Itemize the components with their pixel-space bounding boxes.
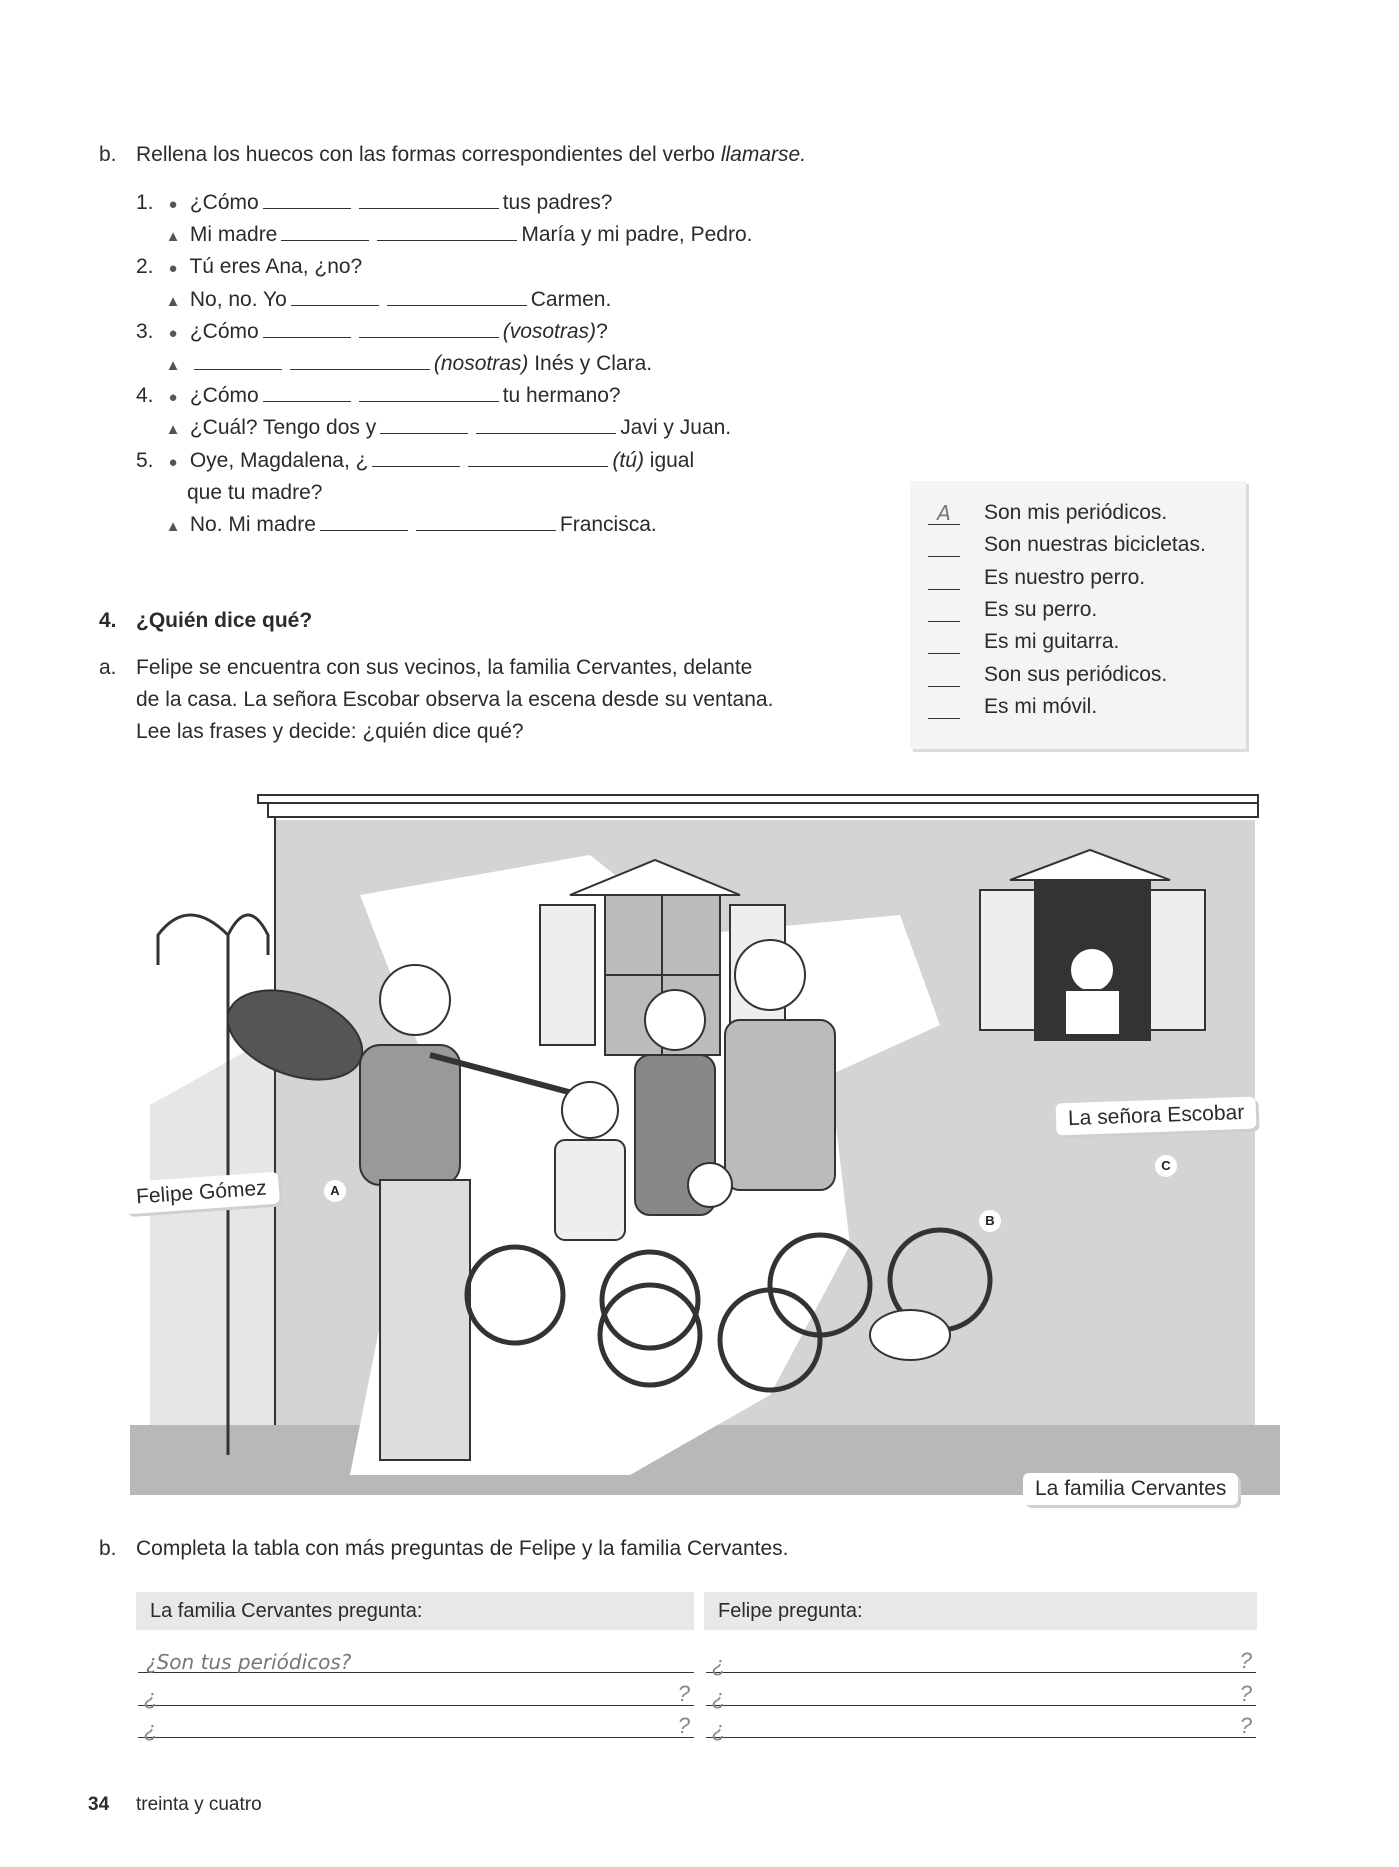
answer-blank[interactable] xyxy=(928,567,960,590)
sentence-text: Es nuestro perro. xyxy=(984,565,1146,589)
instruction-verb: llamarse. xyxy=(720,143,807,166)
close-question-mark: ? xyxy=(677,1681,690,1706)
page-number: 34 xyxy=(88,1794,110,1815)
open-question-mark: ¿ xyxy=(144,1685,158,1710)
label-felipe-gomez: Felipe Gómez xyxy=(123,1172,280,1215)
exercise-4a-letter: a. xyxy=(99,656,117,679)
answer-blank[interactable]: A xyxy=(928,502,960,525)
sentence-text: Es mi móvil. xyxy=(984,694,1098,718)
table-header-familia: La familia Cervantes pregunta: xyxy=(136,1592,694,1630)
question-text: ¿Cómo xyxy=(189,191,259,214)
tag-a: A xyxy=(324,1180,346,1202)
blank-short[interactable] xyxy=(372,465,460,467)
blank-long[interactable] xyxy=(377,239,517,241)
sentence-item xyxy=(928,663,1167,687)
bullet-triangle-icon: ▲ xyxy=(165,357,181,374)
answer-writing-line[interactable] xyxy=(706,1713,1256,1742)
exercise-b-instruction xyxy=(99,143,807,167)
illustration xyxy=(130,775,1280,1525)
blank-short[interactable] xyxy=(263,207,351,209)
question-line xyxy=(136,384,621,408)
tag-b: B xyxy=(979,1210,1001,1232)
exercise-4a-line-1: Felipe se encuentra con sus vecinos, la familia Cervantes, delante xyxy=(136,656,753,679)
answer-end: María y mi padre, Pedro. xyxy=(521,223,753,247)
sentence-text: Son sus periódicos. xyxy=(984,662,1168,686)
answer-blank[interactable] xyxy=(928,696,960,719)
item-number: 5. xyxy=(136,448,154,472)
question-end: tu hermano? xyxy=(502,384,621,408)
tag-c: C xyxy=(1155,1155,1177,1177)
sentence-item xyxy=(928,630,1119,654)
answer-end: Francisca. xyxy=(559,513,657,536)
item-number: 1. xyxy=(136,191,154,214)
label-familia-cervantes: La familia Cervantes xyxy=(1023,1473,1238,1505)
answer-line xyxy=(136,223,752,247)
close-question-mark: ? xyxy=(677,1713,690,1738)
street-scene-illustration xyxy=(130,775,1280,1525)
blank-long[interactable] xyxy=(290,368,430,370)
label-senora-escobar: La señora Escobar xyxy=(1056,1097,1257,1136)
open-question-mark: ¿ xyxy=(712,1717,726,1742)
question-line xyxy=(136,191,612,215)
answer-blank[interactable] xyxy=(928,664,960,687)
exercise-letter: b. xyxy=(99,143,117,166)
handwritten-example: ¿Son tus periódicos? xyxy=(146,1650,352,1674)
sentence-text: Son mis periódicos. xyxy=(984,501,1168,524)
blank-long[interactable] xyxy=(468,465,608,467)
question-line xyxy=(136,449,694,473)
blank-short[interactable] xyxy=(291,304,379,306)
answer-text: No. Mi madre xyxy=(189,513,316,536)
bullet-circle-icon: ● xyxy=(168,260,178,278)
table-header-felipe: Felipe pregunta: xyxy=(704,1592,1257,1630)
open-question-mark: ¿ xyxy=(712,1685,726,1710)
exercise-title: ¿Quién dice qué? xyxy=(136,609,313,632)
close-question-mark: ? xyxy=(1239,1648,1252,1673)
answer-text: No, no. Yo xyxy=(189,287,287,311)
answer-text: ¿Cuál? Tengo dos y xyxy=(189,416,377,440)
answer-writing-line[interactable] xyxy=(706,1681,1256,1710)
answer-end: Carmen. xyxy=(530,287,612,311)
question-end: tus padres? xyxy=(502,191,613,214)
blank-short[interactable] xyxy=(194,368,282,370)
answer-line xyxy=(136,288,611,312)
answer-line xyxy=(136,416,731,440)
blank-short[interactable] xyxy=(263,400,351,402)
open-question-mark: ¿ xyxy=(712,1652,726,1677)
exercise-4a-line-2: de la casa. La señora Escobar observa la escena desde su ventana. xyxy=(136,688,774,711)
close-question-mark: ? xyxy=(1239,1713,1252,1738)
question-end: ? xyxy=(596,319,608,343)
question-continuation: que tu madre? xyxy=(187,480,323,504)
item-number: 2. xyxy=(136,255,154,279)
bullet-triangle-icon: ▲ xyxy=(165,421,181,439)
exercise-4b-instruction: Completa la tabla con más preguntas de Felipe y la familia Cervantes. xyxy=(136,1537,789,1560)
blank-long[interactable] xyxy=(387,304,527,306)
sentence-item xyxy=(928,598,1097,622)
blank-long[interactable] xyxy=(416,529,556,531)
answer-blank[interactable] xyxy=(928,534,960,557)
bullet-circle-icon: ● xyxy=(168,389,178,407)
question-line xyxy=(136,255,362,279)
blank-long[interactable] xyxy=(476,432,616,434)
blank-short[interactable] xyxy=(281,239,369,241)
answer-blank[interactable] xyxy=(928,631,960,654)
open-question-mark: ¿ xyxy=(144,1717,158,1742)
blank-long[interactable] xyxy=(359,336,499,338)
bullet-circle-icon: ● xyxy=(168,196,178,213)
blank-short[interactable] xyxy=(263,336,351,338)
answer-end: Javi y Juan. xyxy=(620,416,732,440)
answer-pronoun: (nosotras) xyxy=(433,352,529,375)
answer-text: Mi madre xyxy=(189,223,278,247)
question-pronoun: (vosotras) xyxy=(502,319,597,343)
exercise-4-title xyxy=(99,609,313,633)
sentence-item xyxy=(928,566,1145,590)
answer-blank[interactable] xyxy=(928,599,960,622)
question-text: ¿Cómo xyxy=(189,384,259,408)
answer-writing-line[interactable] xyxy=(138,1649,694,1673)
sentence-text: Es su perro. xyxy=(984,597,1098,621)
bullet-triangle-icon: ▲ xyxy=(165,518,181,535)
blank-long[interactable] xyxy=(359,400,499,402)
question-pronoun: (tú) xyxy=(612,448,644,472)
blank-long[interactable] xyxy=(359,207,499,209)
sentence-text: Es mi guitarra. xyxy=(984,630,1120,654)
bullet-triangle-icon: ▲ xyxy=(165,292,181,310)
question-text: ¿Cómo xyxy=(189,319,259,343)
question-text: Oye, Magdalena, ¿ xyxy=(189,448,369,472)
item-number: 3. xyxy=(136,319,154,343)
sentence-item xyxy=(928,695,1097,719)
blank-short[interactable] xyxy=(320,529,408,531)
exercise-number: 4. xyxy=(99,609,117,632)
page-words: treinta y cuatro xyxy=(136,1794,262,1815)
answer-end: Inés y Clara. xyxy=(534,352,653,375)
sentence-item xyxy=(928,501,1167,525)
close-question-mark: ? xyxy=(1239,1681,1252,1706)
answer-writing-line[interactable] xyxy=(138,1713,694,1742)
instruction-text: Rellena los huecos con las formas correspondientes del verbo xyxy=(136,143,715,166)
answer-writing-line[interactable] xyxy=(138,1681,694,1710)
sentence-item xyxy=(928,533,1206,557)
answer-writing-line[interactable] xyxy=(706,1648,1256,1677)
answer-line xyxy=(136,513,657,537)
question-text: Tú eres Ana, ¿no? xyxy=(189,255,363,279)
blank-short[interactable] xyxy=(380,432,468,434)
exercise-4a-line-3: Lee las frases y decide: ¿quién dice qué? xyxy=(136,720,524,743)
answer-line xyxy=(136,352,652,376)
sentence-text: Son nuestras bicicletas. xyxy=(984,533,1206,557)
question-end: igual xyxy=(649,448,695,472)
bullet-triangle-icon: ▲ xyxy=(165,228,181,246)
bullet-circle-icon: ● xyxy=(168,324,178,342)
bullet-circle-icon: ● xyxy=(168,453,178,471)
sentence-box xyxy=(910,481,1246,749)
exercise-4b-letter: b. xyxy=(99,1537,117,1560)
question-line xyxy=(136,320,608,344)
item-number: 4. xyxy=(136,384,154,408)
